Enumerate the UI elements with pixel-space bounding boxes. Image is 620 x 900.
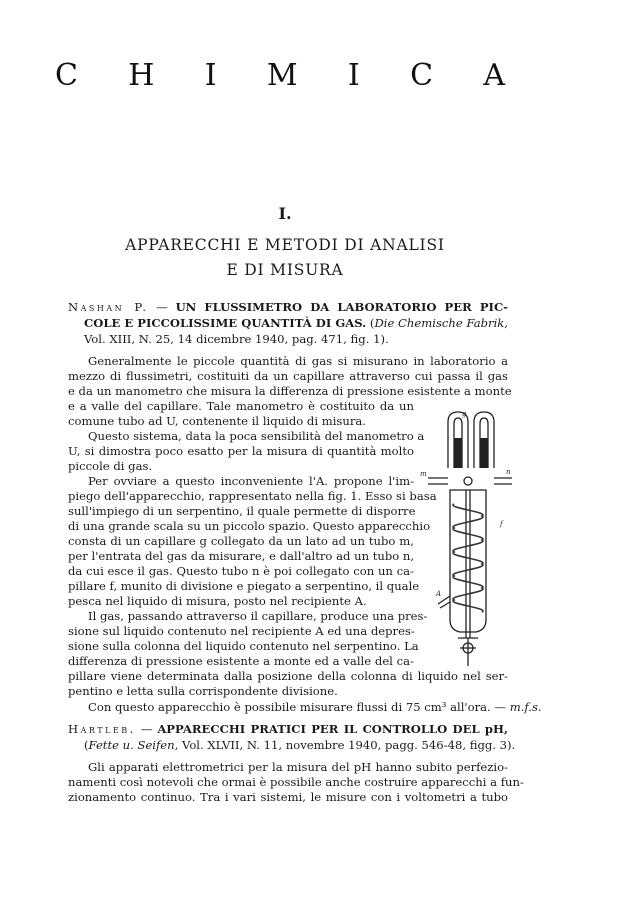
section-heading: [55, 58, 505, 93]
body-line: zionamento continuo. Tra i vari sistemi, le misure con i voltometri a tubo: [68, 790, 508, 804]
body-line: U, si dimostra poco esatto per la misura di quantità molto: [68, 444, 414, 458]
section-letter: M: [266, 58, 298, 93]
body-line: consta di un capillare g collegato da un lato ad un tubo m,: [68, 534, 414, 548]
entry2-reference: [84, 738, 516, 753]
body-line: per l'entrata del gas da misurare, e dall'altro ad un tubo n,: [68, 549, 415, 563]
body-line: mezzo di flussimetri, costituiti da un capillare attraverso cui passa il gas: [68, 369, 508, 383]
body-line: sione sul liquido contenuto nel recipiente A ed una depres-: [68, 624, 415, 638]
figure-label: n: [506, 468, 511, 476]
section-letter: A: [483, 58, 505, 93]
entry2-ref-rest: , Vol. XLVII, N. 11, novembre 1940, pagg. 546-48, figg. 3).: [174, 738, 516, 752]
body-line: Generalmente le piccole quantità di gas si misurano in laboratorio a: [88, 354, 508, 368]
body-line: pillare f, munito di divisione e piegato a serpentino, il quale: [68, 579, 420, 593]
body-line: sull'impiego di un serpentino, il quale permette di disporre: [68, 504, 416, 518]
section-letter: C: [410, 58, 434, 93]
figure-label: A: [436, 590, 442, 598]
body-line: pesca nel liquido di misura, posto nel recipiente A.: [68, 594, 367, 608]
section-letter: C: [55, 58, 78, 93]
section-letter: H: [128, 58, 155, 93]
chapter-title: APPARECCHI E METODI DI ANALISI: [125, 236, 445, 254]
entry1-reference: Vol. XIII, N. 25, 14 dicembre 1940, pag. 471, fig. 1).: [84, 332, 389, 346]
body-line: Per ovviare a questo inconveniente l'A. propone l'im-: [88, 474, 414, 488]
last-line-text: Con questo apparecchio è possibile misurare flussi di 75 cm³ all'ora. —: [88, 700, 507, 714]
body-line: Il gas, passando attraverso il capillare, produce una pres-: [88, 609, 428, 623]
body-line: Gli apparati elettrometrici per la misura del pH hanno subito perfezio-: [88, 760, 508, 774]
body-line: sione sulla colonna del liquido contenuto nel serpentino. La: [68, 639, 419, 653]
entry1-title-cont: COLE E PICCOLISSIME QUANTITÀ DI GAS.: [84, 316, 367, 330]
entry2-journal: Fette u. Seifen: [88, 738, 175, 752]
ref-open: (: [84, 738, 89, 752]
body-line: comune tubo ad U, contenente il liquido di misura.: [68, 414, 366, 428]
entry1-heading: [68, 300, 508, 315]
entry1-author: Nashan P.: [68, 300, 149, 314]
body-line: da cui esce il gas. Questo tubo n è poi collegato con un ca-: [68, 564, 414, 578]
ref-open: (: [366, 316, 375, 330]
entry1-journal: Die Chemische Fabrik,: [374, 316, 508, 330]
signature: m.f.s.: [509, 700, 542, 714]
entry2-heading: [68, 722, 508, 737]
body-line: di una grande scala su un piccolo spazio. Questo apparecchio: [68, 519, 431, 533]
body-line: pentino e letta sulla corrispondente divisione.: [68, 684, 338, 698]
body-line-last: [88, 700, 542, 715]
body-line: piccole di gas.: [68, 459, 153, 473]
entry2-author: Hartleb.: [68, 722, 136, 736]
entry1-title: UN FLUSSIMETRO DA LABORATORIO PER PIC-: [175, 300, 508, 314]
body-line: e da un manometro che misura la differenza di pressione esistente a monte: [68, 384, 512, 398]
figure-label: g: [462, 410, 467, 418]
section-letter: I: [204, 58, 217, 93]
body-line: piego dell'apparecchio, rappresentato nella fig. 1. Esso si basa: [68, 489, 437, 503]
dash: —: [148, 300, 176, 314]
entry2-title: APPARECCHI PRATICI PER IL CONTROLLO DEL pH,: [157, 722, 508, 736]
dash: —: [135, 722, 158, 736]
body-line: e a valle del capillare. Tale manometro è costituito da un: [68, 399, 414, 413]
figure-label: m: [420, 470, 427, 478]
chapter-number: I.: [278, 204, 292, 223]
section-letter: I: [347, 58, 360, 93]
figure-label: f: [500, 520, 503, 528]
body-line: Questo sistema, data la poca sensibilità del manometro a: [88, 429, 425, 443]
body-line: namenti così notevoli che ormai è possibile anche costruire apparecchi a fun-: [68, 775, 524, 789]
chapter-title-line2: E DI MISURA: [226, 261, 344, 279]
flowmeter-figure: [418, 408, 518, 678]
entry1-heading-line2: [84, 316, 508, 331]
body-line: differenza di pressione esistente a monte ed a valle del ca-: [68, 654, 414, 668]
body-line: pillare viene determinata dalla posizione della colonna di liquido nel ser-: [68, 669, 508, 683]
